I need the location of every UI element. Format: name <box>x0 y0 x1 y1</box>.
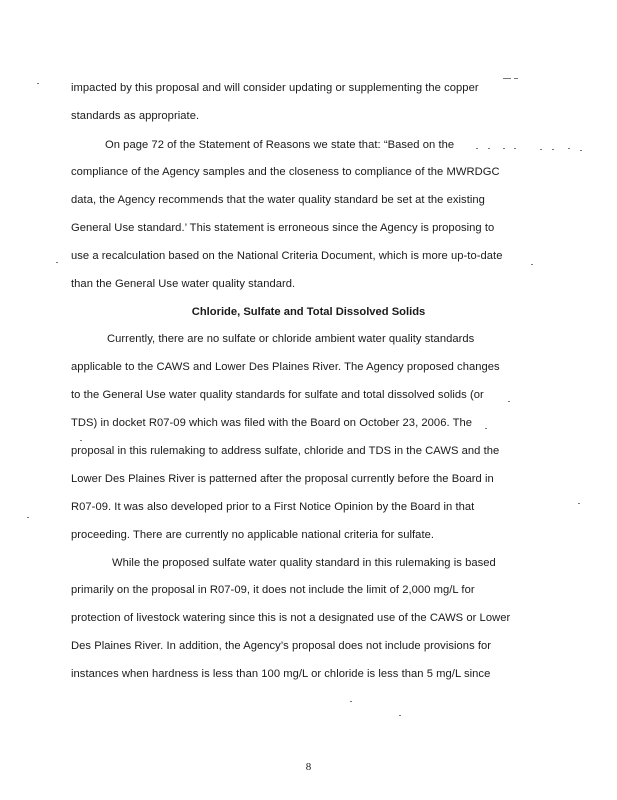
body-line-13: proposal in this rulemaking to address sulfate, chloride and TDS in the CAWS and the <box>71 445 500 457</box>
body-line-6: General Use standard.’ This statement is erroneous since the Agency is proposing to <box>71 222 495 234</box>
scan-speck <box>476 148 478 149</box>
scan-speck <box>27 517 29 518</box>
body-line-19: protection of livestock watering since this is not a designated use of the CAWS or Lower <box>71 612 511 624</box>
scan-speck <box>508 401 510 402</box>
body-line-2: standards as appropriate. <box>71 110 200 122</box>
body-line-14: Lower Des Plaines River is patterned after the proposal currently before the Board in <box>71 473 494 485</box>
scan-speck <box>56 262 58 263</box>
body-line-1: impacted by this proposal and will consider updating or supplementing the copper <box>71 82 479 94</box>
body-line-12: TDS) in docket R07-09 which was filed with the Board on October 23, 2006. The <box>71 417 473 429</box>
scan-speck <box>350 701 352 702</box>
body-line-9: Currently, there are no sulfate or chloride ambient water quality standards <box>107 333 475 345</box>
scan-speck <box>540 149 542 150</box>
scan-speck <box>488 148 490 149</box>
scan-speck <box>578 503 580 504</box>
scan-speck <box>37 83 39 84</box>
body-line-3: On page 72 of the Statement of Reasons we state that: “Based on the <box>105 139 455 151</box>
body-line-5: data, the Agency recommends that the water quality standard be set at the existing <box>71 194 485 206</box>
scan-speck <box>531 264 533 265</box>
body-line-11: to the General Use water quality standards for sulfate and total dissolved solids (or <box>71 389 484 401</box>
scan-speck <box>552 149 554 150</box>
body-line-21: instances when hardness is less than 100 mg/L or chloride is less than 5 mg/L since <box>71 668 491 680</box>
body-line-10: applicable to the CAWS and Lower Des Plaines River. The Agency proposed changes <box>71 361 500 373</box>
scan-speck <box>503 148 505 149</box>
body-line-18: primarily on the proposal in R07-09, it does not include the limit of 2,000 mg/L for <box>71 584 475 596</box>
body-line-17: While the proposed sulfate water quality standard in this rulemaking is based <box>112 557 496 569</box>
scan-speck <box>514 78 518 79</box>
body-line-7: use a recalculation based on the National Criteria Document, which is more up-to-date <box>71 250 503 262</box>
scan-speck <box>568 148 570 149</box>
scan-speck <box>80 440 82 441</box>
body-line-8: than the General Use water quality standard. <box>71 278 296 290</box>
scan-speck <box>514 148 516 149</box>
body-line-4: compliance of the Agency samples and the closeness to compliance of the MWRDGC <box>71 166 500 178</box>
body-line-16: proceeding. There are currently no applicable national criteria for sulfate. <box>71 529 435 541</box>
body-line-15: R07-09. It was also developed prior to a First Notice Opinion by the Board in that <box>71 501 475 513</box>
scan-speck <box>399 715 401 716</box>
page-number: 8 <box>305 761 312 773</box>
scan-speck <box>580 150 582 151</box>
body-line-20: Des Plaines River. In addition, the Agency’s proposal does not include provisions for <box>71 640 492 652</box>
scan-speck <box>503 78 511 79</box>
scan-speck <box>485 428 487 429</box>
section-heading: Chloride, Sulfate and Total Dissolved Solids <box>191 306 426 318</box>
